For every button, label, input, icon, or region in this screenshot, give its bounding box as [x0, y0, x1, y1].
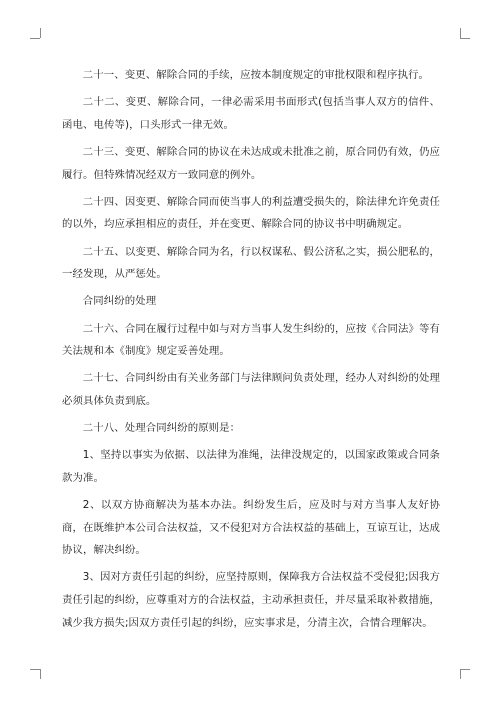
- crop-mark-top-right-vertical: [460, 28, 461, 38]
- clause-28: 二十八、处理合同纠纷的原则是：: [82, 422, 241, 435]
- document-body: [62, 64, 440, 639]
- clause-27: 二十七、合同纠纷由有关业务部门与法律顾问负责处理，经办人对纠纷的处理必须具体负责到底。: [62, 372, 440, 407]
- clause-22: 二十二、变更、解除合同，一律必需采用书面形式(包括当事人双方的信件、函电、电传等)，口头形式一律无效。: [62, 96, 440, 131]
- crop-mark-bottom-left-vertical: [40, 669, 41, 679]
- principle-2: 2、以双方协商解决为基本办法。纠纷发生后，应及时与对方当事人友好协商，在既维护本公司合法权益，又不侵犯对方合法权益的基础上，互谅互让，达成协议，解决纠纷。: [62, 499, 440, 557]
- clause-26: 二十六、合同在履行过程中如与对方当事人发生纠纷的，应按《合同法》等有关法规和本《制度》规定妥善处理。: [62, 322, 440, 358]
- clause-25: 二十五、以变更、解除合同为名，行以权谋私、假公济私之实，损公肥私的，一经发现，从严惩处。: [62, 245, 440, 281]
- clause-23: 二十三、变更、解除合同的协议在未达成或未批准之前，原合同仍有效，仍应履行。但特殊情况经双方一致同意的例外。: [62, 145, 440, 181]
- principle-3: 3、因对方责任引起的纠纷，应坚持原则，保障我方合法权益不受侵犯;因我方责任引起的纠纷，应尊重对方的合法权益，主动承担责任，并尽量采取补救措施，减少我方损失;因双方责任引起的纠纷，应实事求是，分清主次，合情合理解决。: [62, 571, 440, 629]
- principle-1: 1、坚持以事实为依据、以法律为准绳，法律没规定的，以国家政策或合同条款为准。: [62, 449, 440, 484]
- clause-24: 二十四、因变更、解除合同而使当事人的利益遭受损失的，除法律允许免责任的以外，均应承担相应的责任，并在变更、解除合同的协议书中明确规定。: [62, 195, 440, 231]
- crop-mark-bottom-right-horizontal: [460, 669, 470, 670]
- crop-mark-top-left-horizontal: [30, 38, 40, 39]
- crop-mark-bottom-left-horizontal: [30, 669, 40, 670]
- section-heading: 合同纠纷的处理: [82, 295, 157, 308]
- clause-21: 二十一、变更、解除合同的手续，应按本制度规定的审批权限和程序执行。: [82, 69, 429, 81]
- crop-mark-top-right-horizontal: [460, 38, 470, 39]
- crop-mark-top-left-vertical: [40, 28, 41, 38]
- crop-mark-bottom-right-vertical: [460, 669, 461, 679]
